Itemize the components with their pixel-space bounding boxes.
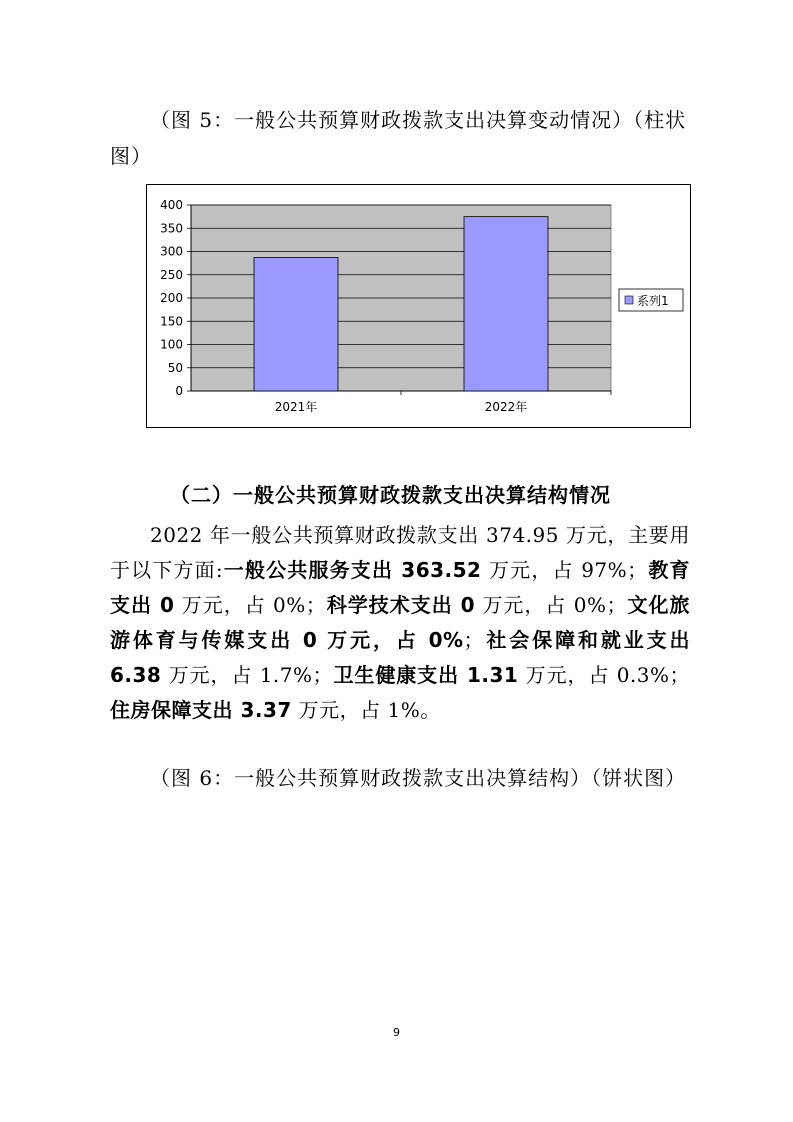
para-item-bold: 一般公共服务支出 363.52 — [223, 558, 482, 582]
y-tick-label: 50 — [167, 360, 183, 375]
para-item-text: 万元，占 0%； — [475, 593, 627, 617]
y-tick-label: 100 — [160, 337, 183, 352]
para-intro: 2022 年一般公共预算财政拨款支出 374.95 万元，主要用于以下方面: — [110, 523, 690, 582]
x-tick-label: 2021年 — [274, 400, 318, 414]
para-item-bold: 卫生健康支出 1.31 — [333, 663, 519, 687]
y-tick-label: 300 — [160, 244, 183, 259]
figure-6-caption: （图 6：一般公共预算财政拨款支出决算结构）（饼状图） — [150, 766, 687, 790]
para-item-bold: 科学技术支出 0 — [326, 593, 476, 617]
legend-label: 系列1 — [637, 294, 669, 308]
para-item-bold: 文化旅游体育与传媒支出 0 万元，占 0% — [110, 593, 690, 652]
para-item-text: 万元，占 97%； — [481, 558, 648, 582]
para-item-text: ； — [463, 628, 485, 652]
y-tick-label: 350 — [160, 221, 183, 236]
legend-swatch — [625, 296, 633, 304]
para-item-text: 万元，占 1.7%； — [161, 663, 334, 687]
para-item-bold: 教育支出 0 — [110, 558, 691, 617]
y-tick-label: 250 — [160, 267, 183, 282]
y-tick-label: 150 — [160, 314, 183, 329]
bar-chart — [146, 184, 691, 428]
y-tick-label: 0 — [175, 384, 183, 398]
para-item-bold: 社会保障和就业支出 6.38 — [110, 628, 690, 687]
para-item-bold: 住房保障支出 3.37 — [110, 698, 292, 722]
para-item-text: 万元，占 1%。 — [291, 698, 441, 722]
body-paragraph — [110, 518, 690, 728]
y-tick-label: 400 — [160, 198, 183, 212]
bar — [254, 258, 338, 391]
page-number: 9 — [393, 1026, 400, 1039]
para-item-text: 万元，占 0%； — [174, 593, 327, 617]
x-tick-label: 2022年 — [484, 400, 528, 414]
para-item-text: 万元，占 0.3%； — [518, 663, 690, 687]
section-heading: （二）一般公共预算财政拨款支出决算结构情况 — [170, 483, 611, 507]
figure-5-caption: （图 5：一般公共预算财政拨款支出决算变动情况）（柱状图） — [110, 108, 687, 168]
y-tick-label: 200 — [160, 291, 183, 305]
bar — [464, 217, 548, 391]
bar-chart-svg — [147, 185, 690, 427]
